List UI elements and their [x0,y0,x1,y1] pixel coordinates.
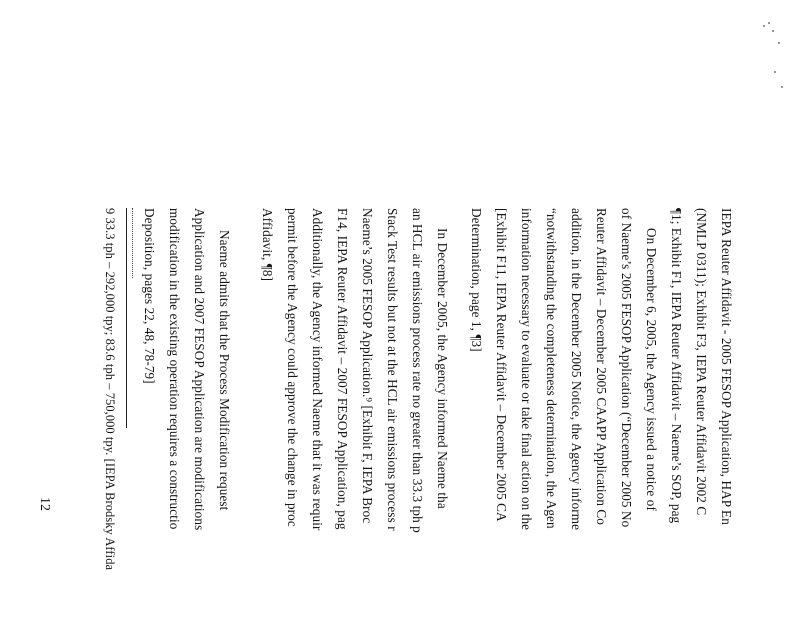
scan-speck [778,42,780,44]
body-line: Naeme’s 2005 FESOP Application.⁹ [Exhibit F, IEPA Broc [360,208,375,524]
body-line: modification in the existing operation requires a constructio [167,208,182,530]
body-line: Stack Test results but not at the HCL air emissions process r [385,208,400,531]
body-line: F14, IEPA Reuter Affidavit – 2007 FESOP Application, pag [335,208,350,530]
scan-speck [781,86,783,88]
scan-speck [763,25,765,27]
body-line: Application and 2007 FESOP Application are modifications [192,208,207,531]
paragraph-start-line: In December 2005, the Agency informed Naeme tha [435,228,450,509]
body-line: Affidavit, ¶8] [260,208,275,282]
page-number: 12 [37,497,52,511]
footnote-text: 9 33.3 tph – 292,000 tpy; 83.6 tph – 750,000 tpy. [IEPA Brodsky Affida [103,208,117,571]
body-line: (NMLP 0311); Exhibit F3, IEPA Reuter Affidavit 2002 C [694,208,709,516]
scan-speck [772,30,774,32]
body-line: permit before the Agency could approve the change in proc [285,208,300,527]
body-line: Determination, page 1, ¶3] [469,208,484,352]
body-line: information necessary to evaluate or take final action on the [519,208,534,531]
body-line: Additionally, the Agency informed Naeme that it was requir [310,208,325,531]
scan-speck [774,71,776,73]
rotated-text-block [36,208,736,618]
body-line: ¶1; Exhibit F1, IEPA Reuter Affidavit – Naeme’s SOP, pag [669,208,684,524]
body-line: an HCL air emissions process rate no greater than 33.3 tph p [410,208,425,533]
signature-dotted-rule [132,208,133,278]
body-line: Reuter Affidavit – December 2005 CAAPP Application Co [594,208,609,525]
body-line: “notwithstanding the completeness determination, the Agen [544,208,559,529]
paragraph-start-line: On December 6, 2005, the Agency issued a notice of [644,228,659,511]
body-line: Deposition, pages 22, 48, 78-79] [142,208,157,384]
body-line: addition, in the December 2005 Notice, the Agency informe [569,208,584,531]
scan-speck [768,22,770,24]
body-line: [Exhibit F11, IEPA Reuter Affidavit – December 2005 CA [494,208,509,522]
paragraph-start-line: Naeme admits that the Process Modification request [217,230,232,511]
body-line: IEPA Reuter Affidavit - 2005 FESOP Application, HAP En [719,208,734,525]
body-line: of Naeme’s 2005 FESOP Application (“December 2005 No [619,208,634,528]
footnote-separator [126,208,127,428]
